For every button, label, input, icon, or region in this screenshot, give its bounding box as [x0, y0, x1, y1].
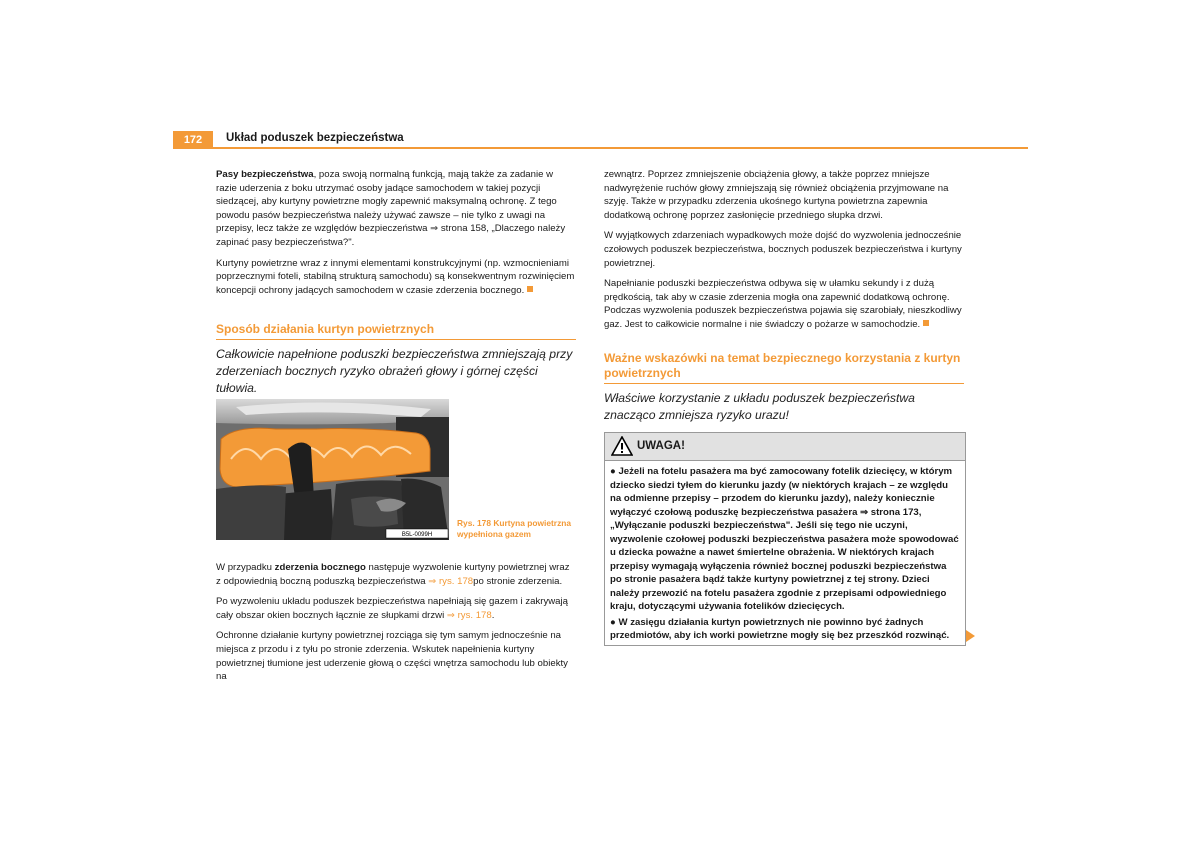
warning-triangle-icon: [611, 436, 633, 456]
paragraph-curtains-concept: [216, 257, 576, 298]
figure-178-link[interactable]: ⇒ rys. 178: [428, 575, 474, 587]
deployment-text-a: Po wyzwoleniu układu poduszek bezpieczeństwa napełniają się gazem i zakrywają cały obszar okien bocznych łącznie ze słupkami drzwi: [216, 596, 568, 621]
deployment-text-b: .: [491, 609, 495, 621]
section-title-safety-notes: Ważne wskazówki na temat bezpiecznego korzystania z kurtyn powietrznych: [604, 351, 964, 384]
seatbelts-text: , poza swoją normalną funkcją, mają także za zadanie w razie uderzenia z boku utrzymać osoby jadące samochodem w takiej pozycji siedzącej, aby kurtyny powietrzne mogły zapewnić maksymalną ochronę. Z tego powodu pasów bezpieczeństwa należy używać zawsze – nie tylko z uwagi na przepisy, lecz także ze względów bezpieczeństwa ⇒ strona 158, „Dlaczego należy zapinać pasy bezpieczeństwa?".: [216, 169, 566, 248]
warning-item-text: Jeżeli na fotelu pasażera ma być zamocowany fotelik dziecięcy, w którym dziecko siedzi tyłem do kierunku jazdy (w niektórych krajach – ze względu na odmienne przepisy – przodem do kierunku jazdy), należy koniecznie wyłączyć czołową poduszkę bezpieczeństwa pasażera ⇒ strona 173, „Wyłączanie poduszki bezpieczeństwa". Jeśli się tego nie uczyni, wyzwolenie czołowej poduszki bezpieczeństwa pasażera może spowodować u dziecka poważne a nawet śmiertelne obrażenia. W niektórych krajach przepisy wymagają wyłączenia również bocznej poduszki bezpieczeństwa po stronie pasażera bądź także kurtyny powietrznej z tej strony. Dzieci należy przewozić na fotelu pasażera zgodnie z przepisami odpowiedniego kraju, dotyczącymi używania fotelików dziecięcych.: [610, 466, 959, 612]
paragraph-inflation: [604, 277, 964, 331]
paragraph-protective-action: Ochronne działanie kurtyny powietrznej rozciąga się tym samym jednocześnie na miejsca z przodu i z tyłu po stronie zderzenia. Wskutek napełnienia kurtyny powietrznej tłumione jest uderzenie głową o części wnętrza samochodu lub obiekty na: [216, 630, 568, 683]
inflation-text: Napełnianie poduszki bezpieczeństwa odbywa się w ułamku sekundy i z dużą prędkością, tak aby w czasie zderzenia mogła ona zapewnić dodatkową ochronę. Podczas wyzwolenia poduszek bezpieczeństwa pojawia się szarobiały, nieszkodliwy gaz. Jest to całkowicie normalne i nie świadczy o pożarze w samochodzie.: [604, 278, 962, 330]
warning-item-text: W zasięgu działania kurtyn powietrznych nie powinno być żadnych przedmiotów, aby ich worki powietrzne mogły się bez przeszkód rozwinąć.: [610, 616, 950, 641]
left-column-lower: [216, 561, 576, 691]
figure-curtain-airbag: [216, 399, 449, 540]
curtains-concept-text: Kurtyny powietrzne wraz z innymi elementami konstrukcyjnymi (np. wzmocnieniami poprzecznymi foteli, stabilną strukturą samochodu) są konsekwentnym rozwinięciem koncepcji ochrony jadących samochodem w czasie zderzenia bocznego.: [216, 257, 575, 296]
section-title-operation: Sposób działania kurtyn powietrznych: [216, 322, 576, 340]
warning-item: [610, 616, 960, 643]
end-marker-icon: [527, 286, 533, 292]
section-lead-operation: Całkowicie napełnione poduszki bezpieczeństwa zmniejszają przy zderzeniach bocznych ryzyko obrażeń głowy i górnej części tułowia.: [216, 347, 573, 396]
seatbelts-term: Pasy bezpieczeństwa: [216, 169, 314, 180]
paragraph-exceptional-events: W wyjątkowych zdarzeniach wypadkowych może dojść do wyzwolenia jednocześnie czołowych poduszek bezpieczeństwa, bocznych poduszek bezpieczeństwa i kurtyny powietrznej.: [604, 230, 962, 269]
page-number: 172: [173, 131, 213, 149]
figure-code: B5L-0099H: [401, 532, 433, 538]
paragraph-seatbelts: [216, 168, 576, 250]
warning-header: [605, 433, 965, 461]
warning-title: UWAGA!: [637, 440, 685, 452]
bullet-icon: ●: [610, 616, 619, 628]
paragraph-side-collision: [216, 561, 576, 588]
car-interior-illustration: [216, 399, 449, 540]
paragraph-deployment: [216, 595, 576, 622]
section-lead-safety-notes: Właściwe korzystanie z układu poduszek bezpieczeństwa znacząco zmniejsza ryzyko urazu!: [604, 390, 915, 422]
warning-box: [604, 432, 966, 646]
end-marker-icon: [923, 320, 929, 326]
left-column: [216, 168, 576, 397]
side-collision-text-c: po stronie zderzenia.: [473, 575, 563, 587]
bullet-icon: ●: [610, 466, 619, 477]
figure-178-link-2[interactable]: ⇒ rys. 178: [446, 609, 492, 621]
side-collision-text-b: następuje wyzwolenie kurtyny powietrznej wraz z odpowiednią boczną poduszką bezpieczeństwa: [216, 562, 570, 587]
figure-caption: Rys. 178 Kurtyna powietrzna wypełniona gazem: [457, 518, 572, 539]
side-collision-text-a: W przypadku: [216, 562, 275, 573]
warning-body: [605, 461, 965, 643]
right-column: [604, 168, 964, 424]
side-collision-term: zderzenia bocznego: [274, 562, 366, 573]
page-title: Układ poduszek bezpieczeństwa: [226, 132, 404, 144]
warning-item: [610, 465, 960, 614]
header-rule: [173, 147, 1028, 149]
paragraph-head-load: zewnątrz. Poprzez zmniejszenie obciążenia głowy, a także poprzez mniejsze nadwyrężenie ruchów głowy zmniejszają się również obciążenia przyjmowane na szyję. Także w przypadku zderzenia ukośnego kurtyna powietrzna zapewnia dodatkową ochronę poprzez zasłonięcie przedniego słupka drzwi.: [604, 169, 949, 221]
continue-arrow-icon: [966, 630, 975, 642]
